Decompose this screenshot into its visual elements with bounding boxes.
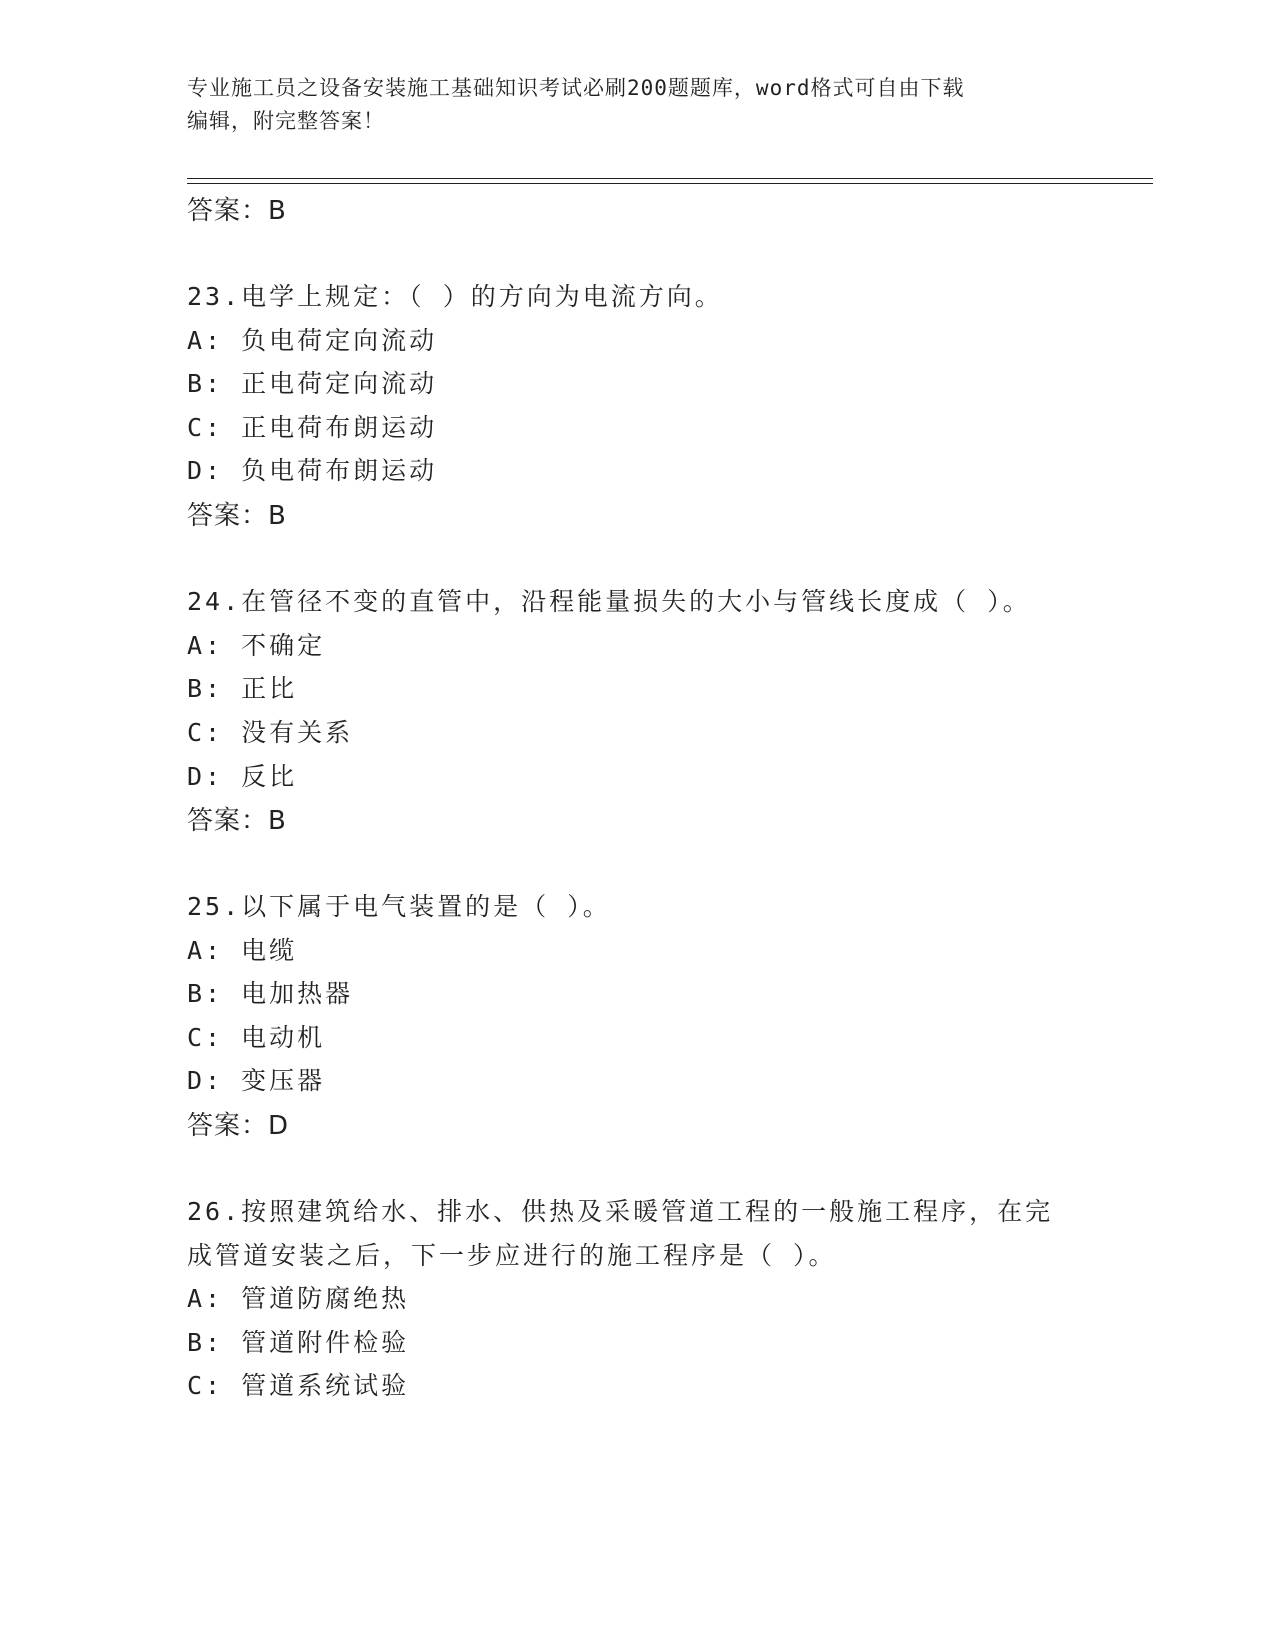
question-23-option-c: C: 正电荷布朗运动 bbox=[187, 413, 438, 442]
question-25-option-a: A: 电缆 bbox=[187, 936, 298, 965]
question-23-option-d: D: 负电荷布朗运动 bbox=[187, 456, 438, 485]
question-23-answer: 答案：B bbox=[187, 501, 287, 531]
document-header bbox=[187, 72, 1087, 138]
question-26-stem-line-1: 26.按照建筑给水、排水、供热及采暖管道工程的一般施工程序，在完 bbox=[187, 1197, 1054, 1226]
header-rule-top bbox=[187, 178, 1153, 179]
question-25-option-d: D: 变压器 bbox=[187, 1066, 326, 1095]
previous-answer: 答案：B bbox=[187, 196, 287, 226]
question-24-stem: 24.在管径不变的直管中，沿程能量损失的大小与管线长度成（ ）。 bbox=[187, 587, 1031, 616]
question-24-option-b: B: 正比 bbox=[187, 674, 298, 703]
question-26-option-b: B: 管道附件检验 bbox=[187, 1328, 410, 1357]
question-26-option-a: A: 管道防腐绝热 bbox=[187, 1284, 410, 1313]
question-24-option-a: A: 不确定 bbox=[187, 631, 326, 660]
question-25-option-c: C: 电动机 bbox=[187, 1023, 326, 1052]
question-25-answer: 答案：D bbox=[187, 1111, 290, 1141]
question-25-stem: 25.以下属于电气装置的是（ ）。 bbox=[187, 892, 611, 921]
question-24-option-c: C: 没有关系 bbox=[187, 718, 354, 747]
header-rule-bottom bbox=[187, 183, 1153, 184]
header-line-2: 编辑，附完整答案！ bbox=[187, 109, 385, 133]
question-26-stem-line-2: 成管道安装之后，下一步应进行的施工程序是（ ）。 bbox=[187, 1241, 837, 1270]
header-line-1: 专业施工员之设备安装施工基础知识考试必刷200题题库，word格式可自由下载 bbox=[187, 76, 965, 100]
question-24-option-d: D: 反比 bbox=[187, 762, 298, 791]
question-24-answer: 答案：B bbox=[187, 806, 287, 836]
question-23-stem: 23.电学上规定：（ ）的方向为电流方向。 bbox=[187, 282, 723, 311]
question-23-option-b: B: 正电荷定向流动 bbox=[187, 369, 438, 398]
question-23-option-a: A: 负电荷定向流动 bbox=[187, 326, 438, 355]
question-26-option-c: C: 管道系统试验 bbox=[187, 1371, 410, 1400]
question-25-option-b: B: 电加热器 bbox=[187, 979, 354, 1008]
